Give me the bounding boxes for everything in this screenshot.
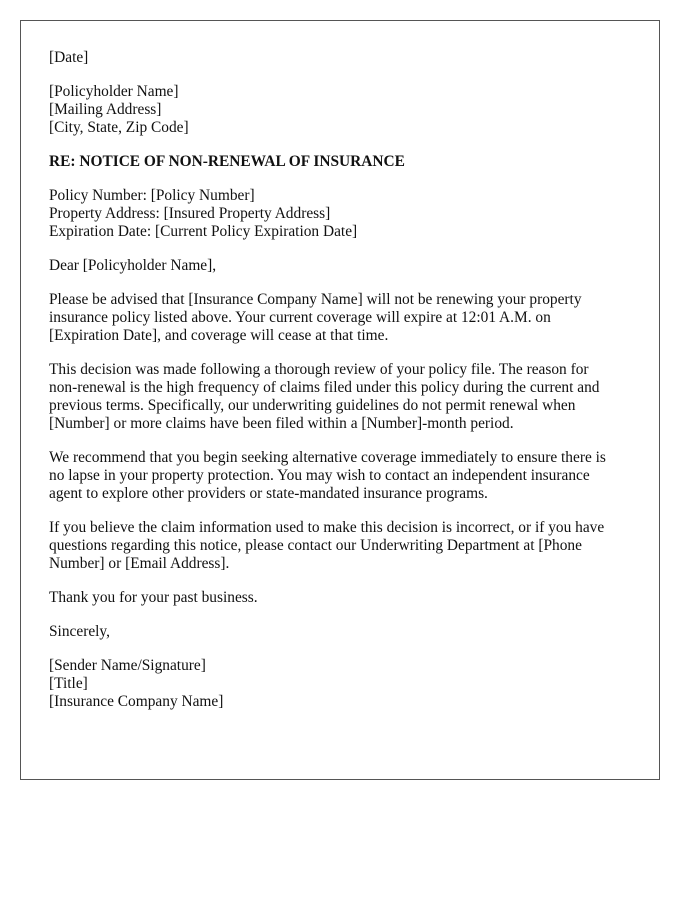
paragraph-line: agent to explore other providers or state-mandated insurance programs. [49, 485, 488, 502]
paragraph-line: Number] or [Email Address]. [49, 555, 230, 572]
paragraph-line: previous terms. Specifically, our underwriting guidelines do not permit renewal when [49, 397, 576, 414]
paragraph-thanks [49, 589, 631, 607]
property-address: Property Address: [Insured Property Address] [49, 205, 331, 222]
salutation: Dear [Policyholder Name], [49, 257, 217, 274]
subject-block [49, 153, 631, 171]
subject-line: RE: NOTICE OF NON-RENEWAL OF INSURANCE [49, 153, 405, 170]
paragraph-reason [49, 361, 631, 433]
paragraph-line: insurance policy listed above. Your current coverage will expire at 12:01 A.M. on [49, 309, 551, 326]
letter-page [20, 20, 660, 780]
recipient-city: [City, State, Zip Code] [49, 119, 189, 136]
signature-company: [Insurance Company Name] [49, 693, 224, 710]
policy-info-block [49, 187, 631, 241]
date-block [49, 49, 631, 67]
signature-block [49, 657, 631, 711]
paragraph-recommendation [49, 449, 631, 503]
paragraph-line: If you believe the claim information used to make this decision is incorrect, or if you have [49, 519, 605, 536]
closing: Sincerely, [49, 623, 110, 640]
letter-date: [Date] [49, 49, 89, 66]
paragraph-line: [Number] or more claims have been filed within a [Number]-month period. [49, 415, 514, 432]
paragraph-line: questions regarding this notice, please contact our Underwriting Department at [Phone [49, 537, 582, 554]
paragraph-line: We recommend that you begin seeking alternative coverage immediately to ensure there is [49, 449, 606, 466]
paragraph-line: [Expiration Date], and coverage will cease at that time. [49, 327, 389, 344]
paragraph-line: no lapse in your property protection. You may wish to contact an independent insurance [49, 467, 590, 484]
paragraph-non-renewal [49, 291, 631, 345]
salutation-block [49, 257, 631, 275]
closing-block [49, 623, 631, 641]
recipient-block [49, 83, 631, 137]
paragraph-line: non-renewal is the high frequency of claims filed under this policy during the current and [49, 379, 600, 396]
policy-number: Policy Number: [Policy Number] [49, 187, 255, 204]
signature-name: [Sender Name/Signature] [49, 657, 206, 674]
expiration-date: Expiration Date: [Current Policy Expiration Date] [49, 223, 358, 240]
recipient-name: [Policyholder Name] [49, 83, 179, 100]
paragraph-contact [49, 519, 631, 573]
paragraph-line: This decision was made following a thorough review of your policy file. The reason for [49, 361, 589, 378]
paragraph-line: Thank you for your past business. [49, 589, 258, 606]
signature-title: [Title] [49, 675, 88, 692]
recipient-address: [Mailing Address] [49, 101, 162, 118]
paragraph-line: Please be advised that [Insurance Company Name] will not be renewing your property [49, 291, 582, 308]
